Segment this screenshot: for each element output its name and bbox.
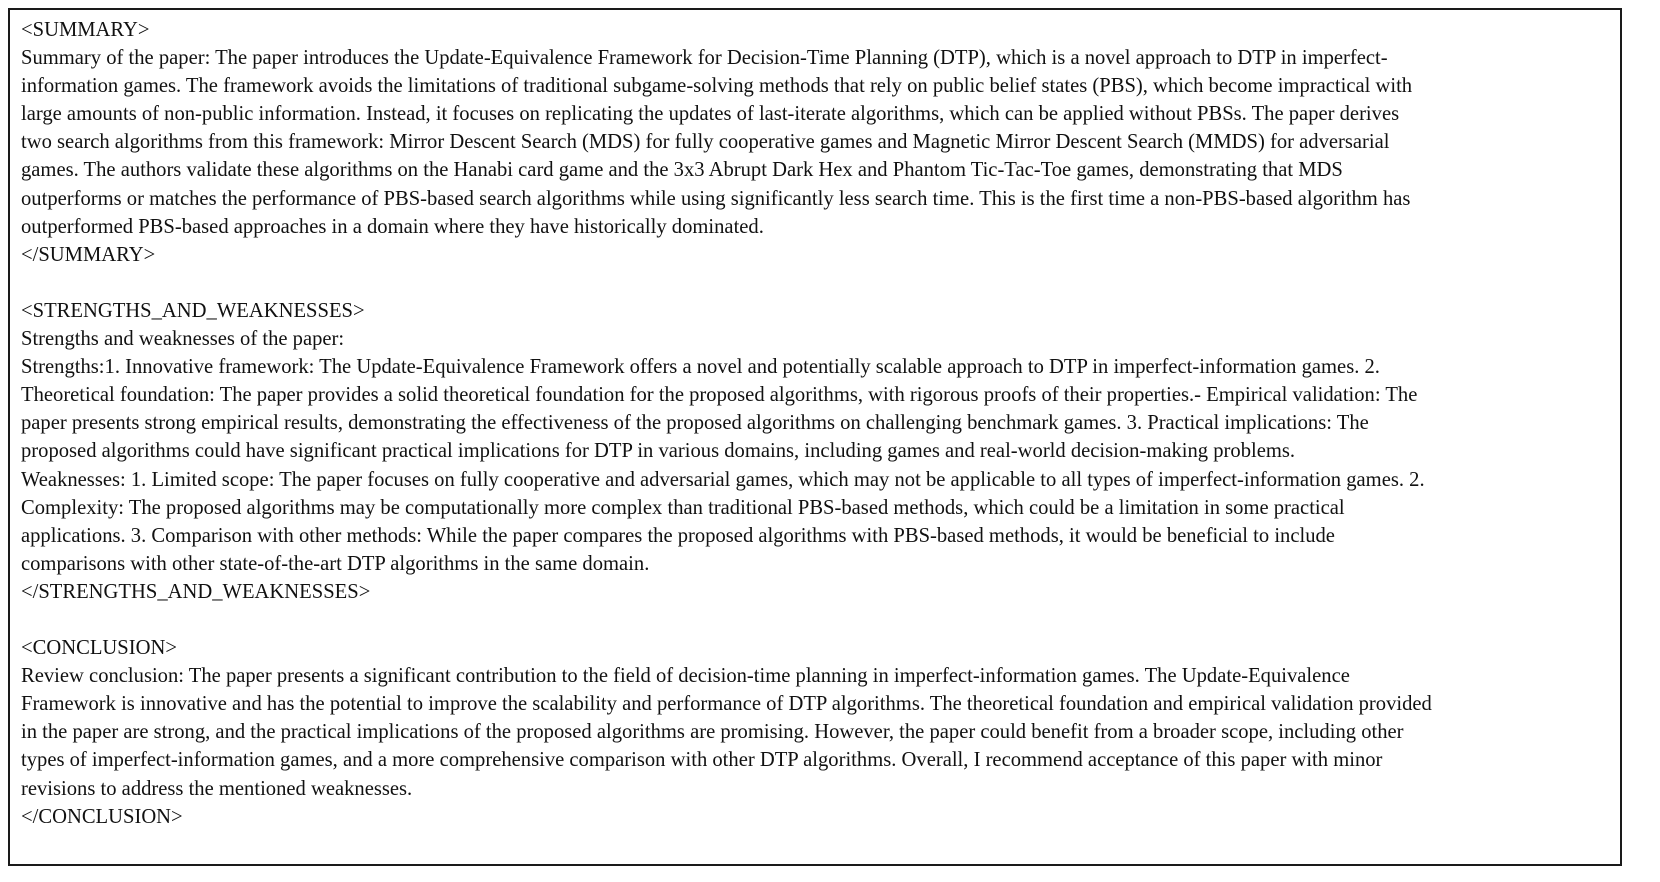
summary-line: two search algorithms from this framework: Mirror Descent Search (MDS) for fully cooperative games and Magnetic Mirror Descent Search (MMDS) for adversarial (21, 131, 1390, 154)
strengths-weaknesses-open-tag: <STRENGTHS_AND_WEAKNESSES> (21, 299, 365, 322)
strengths-weaknesses-line: comparisons with other state-of-the-art DTP algorithms in the same domain. (21, 552, 650, 575)
strengths-weaknesses-close-tag: </STRENGTHS_AND_WEAKNESSES> (21, 580, 371, 603)
conclusion-line: Framework is innovative and has the potential to improve the scalability and performance of DTP algorithms. The theoretical foundation and empirical validation provided (21, 693, 1432, 716)
strengths-weaknesses-section (21, 297, 1641, 606)
strengths-weaknesses-line: Theoretical foundation: The paper provides a solid theoretical foundation for the proposed algorithms, with rigorous proofs of their properties.- Empirical validation: The (21, 384, 1418, 407)
conclusion-line: Review conclusion: The paper presents a significant contribution to the field of decision-time planning in imperfect-information games. The Update-Equivalence (21, 665, 1350, 688)
summary-open-tag: <SUMMARY> (21, 19, 150, 41)
summary-section (21, 16, 1641, 269)
conclusion-line: types of imperfect-information games, and a more comprehensive comparison with other DTP algorithms. Overall, I recommend acceptance of this paper with minor (21, 749, 1383, 772)
summary-line: large amounts of non-public information. Instead, it focuses on replicating the updates of last-iterate algorithms, which can be applied without PBSs. The paper derives (21, 103, 1400, 126)
strengths-weaknesses-line: Strengths and weaknesses of the paper: (21, 328, 345, 351)
summary-line: games. The authors validate these algorithms on the Hanabi card game and the 3x3 Abrupt Dark Hex and Phantom Tic-Tac-Toe games, demonstrating that MDS (21, 159, 1343, 182)
conclusion-line: revisions to address the mentioned weaknesses. (21, 777, 413, 800)
summary-line: outperformed PBS-based approaches in a domain where they have historically dominated. (21, 215, 764, 238)
strengths-weaknesses-line: Complexity: The proposed algorithms may be computationally more complex than traditional PBS-based methods, which could be a limitation in some practical (21, 496, 1345, 519)
section-spacer (21, 606, 1641, 634)
summary-line: information games. The framework avoids the limitations of traditional subgame-solving methods that rely on public belief states (PBS), which become impractical with (21, 75, 1413, 98)
strengths-weaknesses-line: paper presents strong empirical results, demonstrating the effectiveness of the proposed algorithms on challenging benchmark games. 3. Practical implications: The (21, 412, 1369, 435)
strengths-weaknesses-line: Strengths:1. Innovative framework: The Update-Equivalence Framework offers a novel and potentially scalable approach to DTP in imperfect-information games. 2. (21, 356, 1380, 379)
summary-close-tag: </SUMMARY> (21, 243, 156, 266)
conclusion-close-tag: </CONCLUSION> (21, 805, 183, 828)
conclusion-open-tag: <CONCLUSION> (21, 637, 177, 660)
strengths-weaknesses-line: Weaknesses: 1. Limited scope: The paper focuses on fully cooperative and adversarial games, which may not be applicable to all types of imperfect-information games. 2. (21, 468, 1425, 491)
summary-line: outperforms or matches the performance of PBS-based search algorithms while using significantly less search time. This is the first time a non-PBS-based algorithm has (21, 187, 1411, 210)
strengths-weaknesses-line: applications. 3. Comparison with other methods: While the paper compares the proposed algorithms with PBS-based methods, it would be beneficial to include (21, 524, 1335, 547)
conclusion-section (21, 634, 1641, 831)
conclusion-line: in the paper are strong, and the practical implications of the proposed algorithms are promising. However, the paper could benefit from a broader scope, including other (21, 721, 1404, 744)
summary-line: Summary of the paper: The paper introduces the Update-Equivalence Framework for Decision-Time Planning (DTP), which is a novel approach to DTP in imperfect- (21, 47, 1388, 70)
section-spacer (21, 269, 1641, 297)
review-document (21, 16, 1641, 831)
strengths-weaknesses-line: proposed algorithms could have significant practical implications for DTP in various domains, including games and real-world decision-making problems. (21, 440, 1296, 463)
